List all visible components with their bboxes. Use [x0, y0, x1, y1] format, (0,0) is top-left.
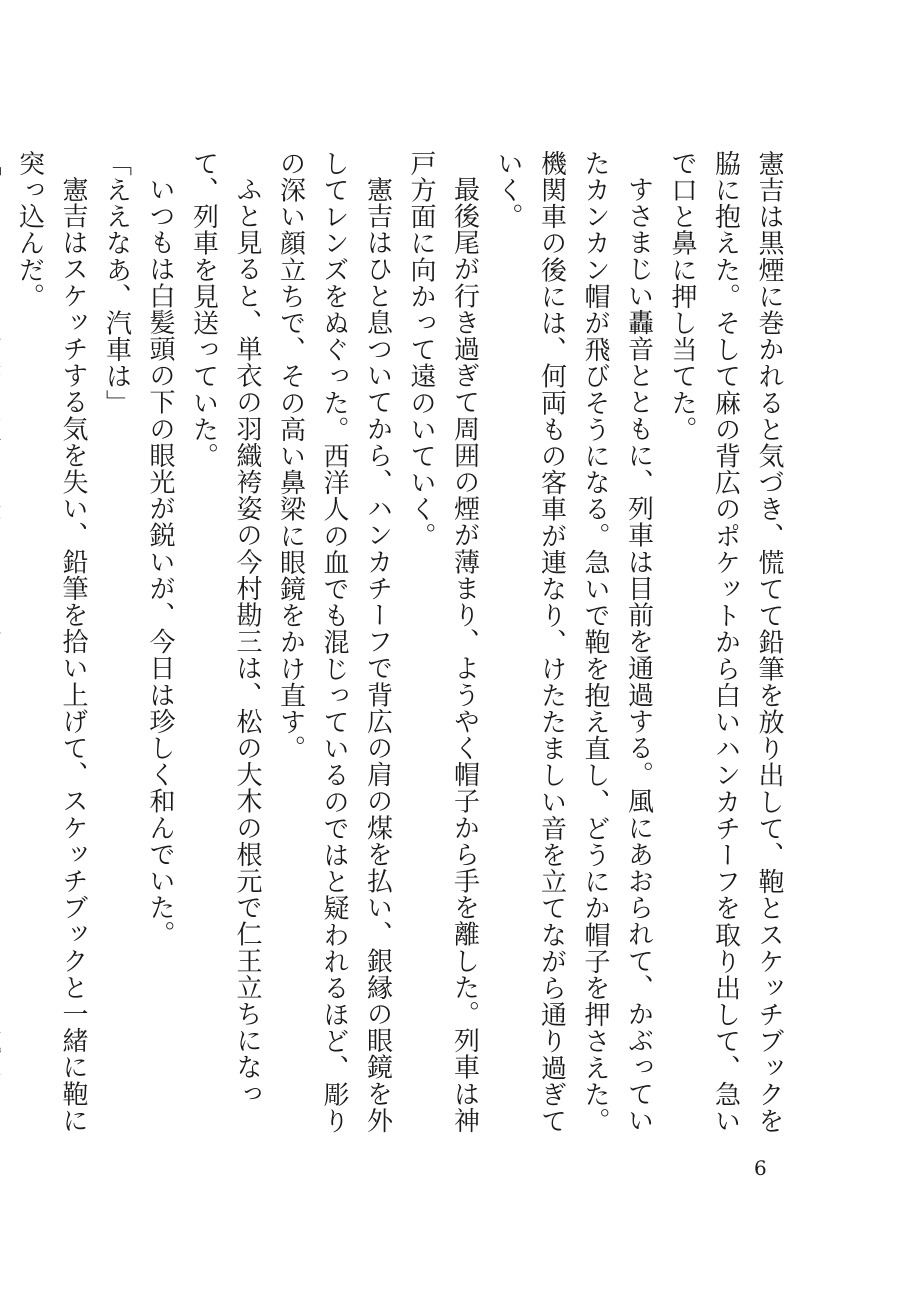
- paragraph-5: ふと見ると、単衣の羽織袴姿の今村勘三は、松の大木の根元で仁王立ちになって、列車を見送っていた。: [188, 150, 262, 1107]
- paragraph-3: 最後尾が行き過ぎて周囲の煙が薄まり、ようやく帽子から手を離した。列車は神戸方面に向かって遠のいていく。: [406, 150, 480, 1134]
- paragraph-6: いつもは白髪頭の下の眼光が鋭いが、今日は珍しく和んでいた。: [145, 176, 175, 948]
- paragraph-4: 憲吉はひと息ついてから、ハンカチーフで背広の肩の煤を払い、銀縁の眼鏡を外してレンズをぬぐった。西洋人の血でも混じっているのではと疑われるほど、彫りの深い顔立ちで、その高い鼻梁に眼鏡をかけ直す。: [275, 150, 393, 1135]
- paragraph-9-dialogue: [0, 150, 7, 1150]
- paragraph-2: すさまじい轟音とともに、列車は目前を通過する。風にあおられて、かぶっていたカンカン帽が飛びそうになる。急いで鞄を抱え直し、どうにか帽子を押さえた。機関車の後には、何両もの客車が連なり、けたたましい音を立てながら通り過ぎていく。: [493, 150, 654, 1135]
- paragraph-8: 憲吉はスケッチする気を失い、鉛筆を拾い上げて、スケッチブックと一緒に鞄に突っ込んだ。: [14, 150, 88, 1134]
- paragraph-1: 憲吉は黒煙に巻かれると気づき、慌てて鉛筆を放り出して、鞄とスケッチブックを脇に抱えた。そして麻の背広のポケットから白いハンカチーフを取り出して、急いで口と鼻に押し当てた。: [667, 150, 784, 1135]
- page-number: 6: [754, 1156, 767, 1180]
- paragraph-7-dialogue: 「ええなあ、汽車は」: [101, 150, 132, 416]
- vertical-text-block: [14, 150, 790, 1150]
